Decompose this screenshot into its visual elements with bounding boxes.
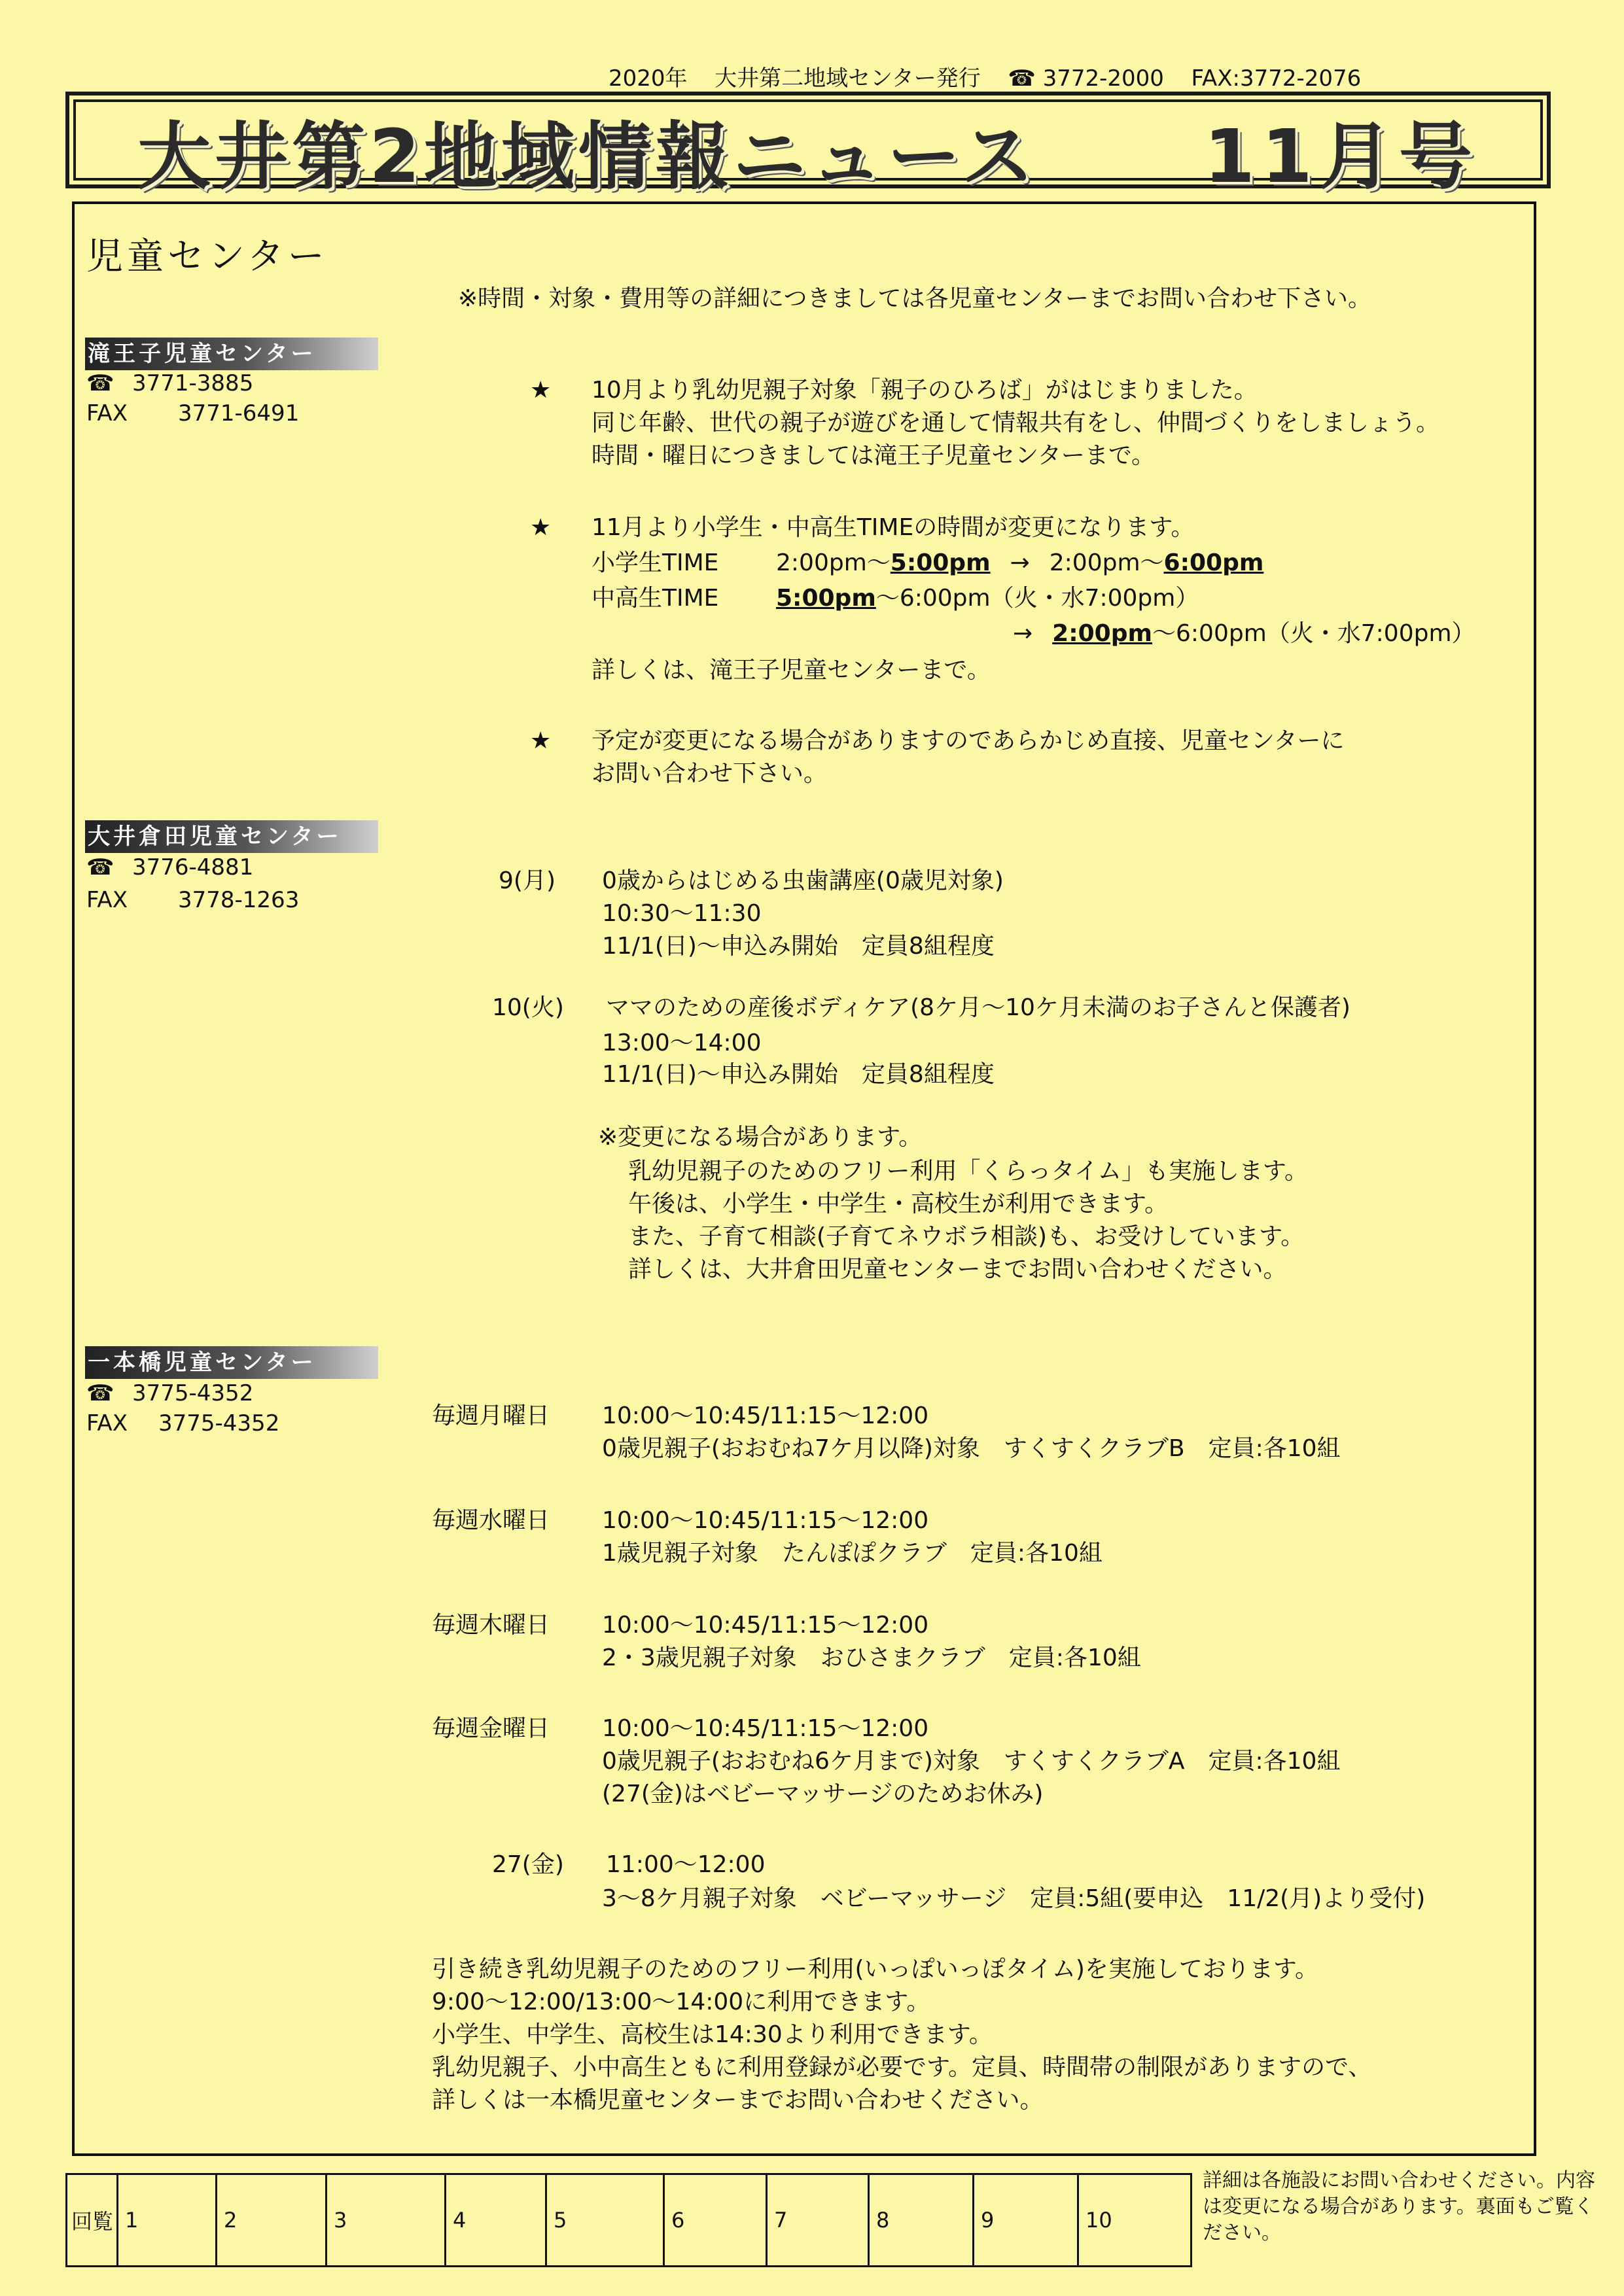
takiouji-item3-line1: 予定が変更になる場合がありますのであらかじめ直接、児童センターに (591, 727, 1345, 754)
ipponbashi-fax: FAX 3775-4352 (86, 1410, 280, 1436)
takiouji-item1-line3: 時間・曜日につきましては滝王子児童センターまで。 (591, 442, 1156, 469)
circulation-cell: 8 (870, 2175, 974, 2265)
event-title: ママのための産後ボディケア(8ケ月～10ケ月未満のお子さんと保護者) (606, 994, 1350, 1021)
event-apply: 11/1(日)～申込み開始 定員8組程度 (602, 1061, 995, 1088)
arrow-icon: → (1010, 549, 1030, 576)
section-note: ※時間・対象・費用等の詳細につきましては各児童センターまでお問い合わせ下さい。 (458, 285, 1372, 312)
oikurata-note: ※変更になる場合があります。 (598, 1124, 923, 1151)
circulation-cell: 6 (665, 2175, 768, 2265)
header-publisher: 大井第二地域センター発行 (715, 65, 981, 92)
schedule-extra: (27(金)はベビーマッサージのためお休み) (602, 1781, 1044, 1807)
special-time: 11:00～12:00 (606, 1851, 766, 1878)
special-desc: 3～8ケ月親子対象 ベビーマッサージ 定員:5組(要申込 11/2(月)より受付) (602, 1885, 1426, 1912)
schedule-time: 10:00～10:45/11:15～12:00 (602, 1612, 929, 1639)
event-apply: 11/1(日)～申込み開始 定員8組程度 (602, 933, 995, 960)
ipponbashi-note: 小学生、中学生、高校生は14:30より利用できます。 (432, 2021, 993, 2048)
star-icon: ★ (530, 377, 552, 404)
schedule-day: 毎週水曜日 (432, 1507, 550, 1534)
takiouji-phone: ☎ 3771-3885 (86, 370, 254, 396)
star-icon: ★ (530, 727, 552, 754)
ipponbashi-note: 詳しくは一本橋児童センターまでお問い合わせください。 (432, 2087, 1044, 2113)
star-icon: ★ (530, 514, 552, 541)
takiouji-item2-detail: 詳しくは、滝王子児童センターまで。 (591, 657, 991, 684)
schedule-desc: 2・3歳児親子対象 おひさまクラブ 定員:各10組 (602, 1644, 1141, 1671)
circulation-cell: 2 (217, 2175, 327, 2265)
oikurata-phone: ☎ 3776-4881 (86, 854, 254, 880)
event-title: 0歳からはじめる虫歯講座(0歳児対象) (602, 867, 1004, 894)
circulation-cell: 1 (118, 2175, 217, 2265)
oikurata-note: 詳しくは、大井倉田児童センターまでお問い合わせください。 (628, 1256, 1287, 1283)
ipponbashi-note: 9:00～12:00/13:00～14:00に利用できます。 (432, 1989, 930, 2015)
phone-icon: ☎ (1008, 65, 1036, 92)
chuko-time-new: → 2:00pm～6:00pm（火・水7:00pm） (1013, 620, 1475, 647)
oikurata-note: また、子育て相談(子育てネウボラ相談)も、お受けしています。 (628, 1223, 1305, 1250)
phone-icon: ☎ (86, 1380, 115, 1406)
schedule-desc: 0歳児親子(おおむね7ケ月以降)対象 すくすくクラブB 定員:各10組 (602, 1435, 1341, 1462)
shogaku-time-row: 小学生TIME 2:00pm～5:00pm → 2:00pm～6:00pm (591, 549, 1264, 576)
header-phone: 3772-2000 (1042, 65, 1164, 92)
oikurata-note: 午後は、小学生・中学生・高校生が利用できます。 (628, 1191, 1169, 1217)
schedule-day: 毎週月曜日 (432, 1402, 550, 1429)
header-fax: FAX:3772-2076 (1191, 65, 1362, 92)
oikurata-fax: FAX 3778-1263 (86, 887, 300, 913)
center-label-oikurata: 大井倉田児童センター (85, 820, 378, 853)
takiouji-item1-line1: 10月より乳幼児親子対象「親子のひろば」がはじまりました。 (591, 377, 1258, 404)
special-date: 27(金) (492, 1851, 564, 1878)
circulation-cell: 10 (1086, 2208, 1112, 2233)
phone-icon: ☎ (86, 370, 115, 396)
center-label-takiouji: 滝王子児童センター (85, 338, 378, 370)
circulation-cell: 3 (327, 2175, 446, 2265)
ipponbashi-phone: ☎ 3775-4352 (86, 1380, 254, 1406)
issue-month: 11月号 (1204, 114, 1479, 200)
schedule-day: 毎週木曜日 (432, 1612, 550, 1639)
schedule-desc: 1歳児親子対象 たんぽぽクラブ 定員:各10組 (602, 1540, 1103, 1567)
schedule-day: 毎週金曜日 (432, 1715, 550, 1742)
event-date: 9(月) (499, 867, 556, 894)
section-title: 児童センター (86, 235, 328, 278)
circulation-cell: 9 (974, 2175, 1079, 2265)
circulation-table (65, 2173, 1192, 2267)
page-title: 大井第2地域情報ニュース (137, 114, 1038, 200)
circulation-cell: 5 (547, 2175, 665, 2265)
takiouji-item2-intro: 11月より小学生・中高生TIMEの時間が変更になります。 (591, 514, 1195, 541)
takiouji-fax: FAX 3771-6491 (86, 400, 300, 426)
ipponbashi-note: 乳幼児親子、小中高生ともに利用登録が必要です。定員、時間帯の制限がありますので、 (432, 2054, 1372, 2081)
circulation-label: 回覧 (67, 2175, 118, 2265)
chuko-time-row: 中高生TIME 5:00pm～6:00pm（火・水7:00pm） (591, 585, 1199, 612)
header-publisher-line (609, 60, 1361, 92)
center-label-ipponbashi: 一本橋児童センター (85, 1346, 378, 1379)
event-date: 10(火) (492, 994, 564, 1021)
footer-note: 詳細は各施設にお問い合わせください。内容は変更になる場合があります。裏面もご覧ください。 (1203, 2169, 1595, 2244)
event-time: 13:00～14:00 (602, 1030, 762, 1056)
arrow-icon: → (1013, 620, 1033, 647)
schedule-desc: 0歳児親子(おおむね6ケ月まで)対象 すくすくクラブA 定員:各10組 (602, 1748, 1341, 1775)
schedule-time: 10:00～10:45/11:15～12:00 (602, 1715, 929, 1742)
takiouji-item1-line2: 同じ年齢、世代の親子が遊びを通して情報共有をし、仲間づくりをしましょう。 (591, 409, 1440, 436)
event-time: 10:30～11:30 (602, 900, 762, 927)
phone-icon: ☎ (86, 854, 115, 880)
schedule-time: 10:00～10:45/11:15～12:00 (602, 1402, 929, 1429)
circulation-cell: 4 (446, 2175, 547, 2265)
schedule-time: 10:00～10:45/11:15～12:00 (602, 1507, 929, 1534)
header-year: 2020年 (609, 65, 688, 92)
ipponbashi-note: 引き続き乳幼児親子のためのフリー利用(いっぽいっぽタイム)を実施しております。 (432, 1956, 1319, 1983)
oikurata-note: 乳幼児親子のためのフリー利用「くらっタイム」も実施します。 (628, 1158, 1308, 1185)
takiouji-item3-line2: お問い合わせ下さい。 (591, 760, 828, 787)
circulation-cell: 7 (768, 2175, 870, 2265)
